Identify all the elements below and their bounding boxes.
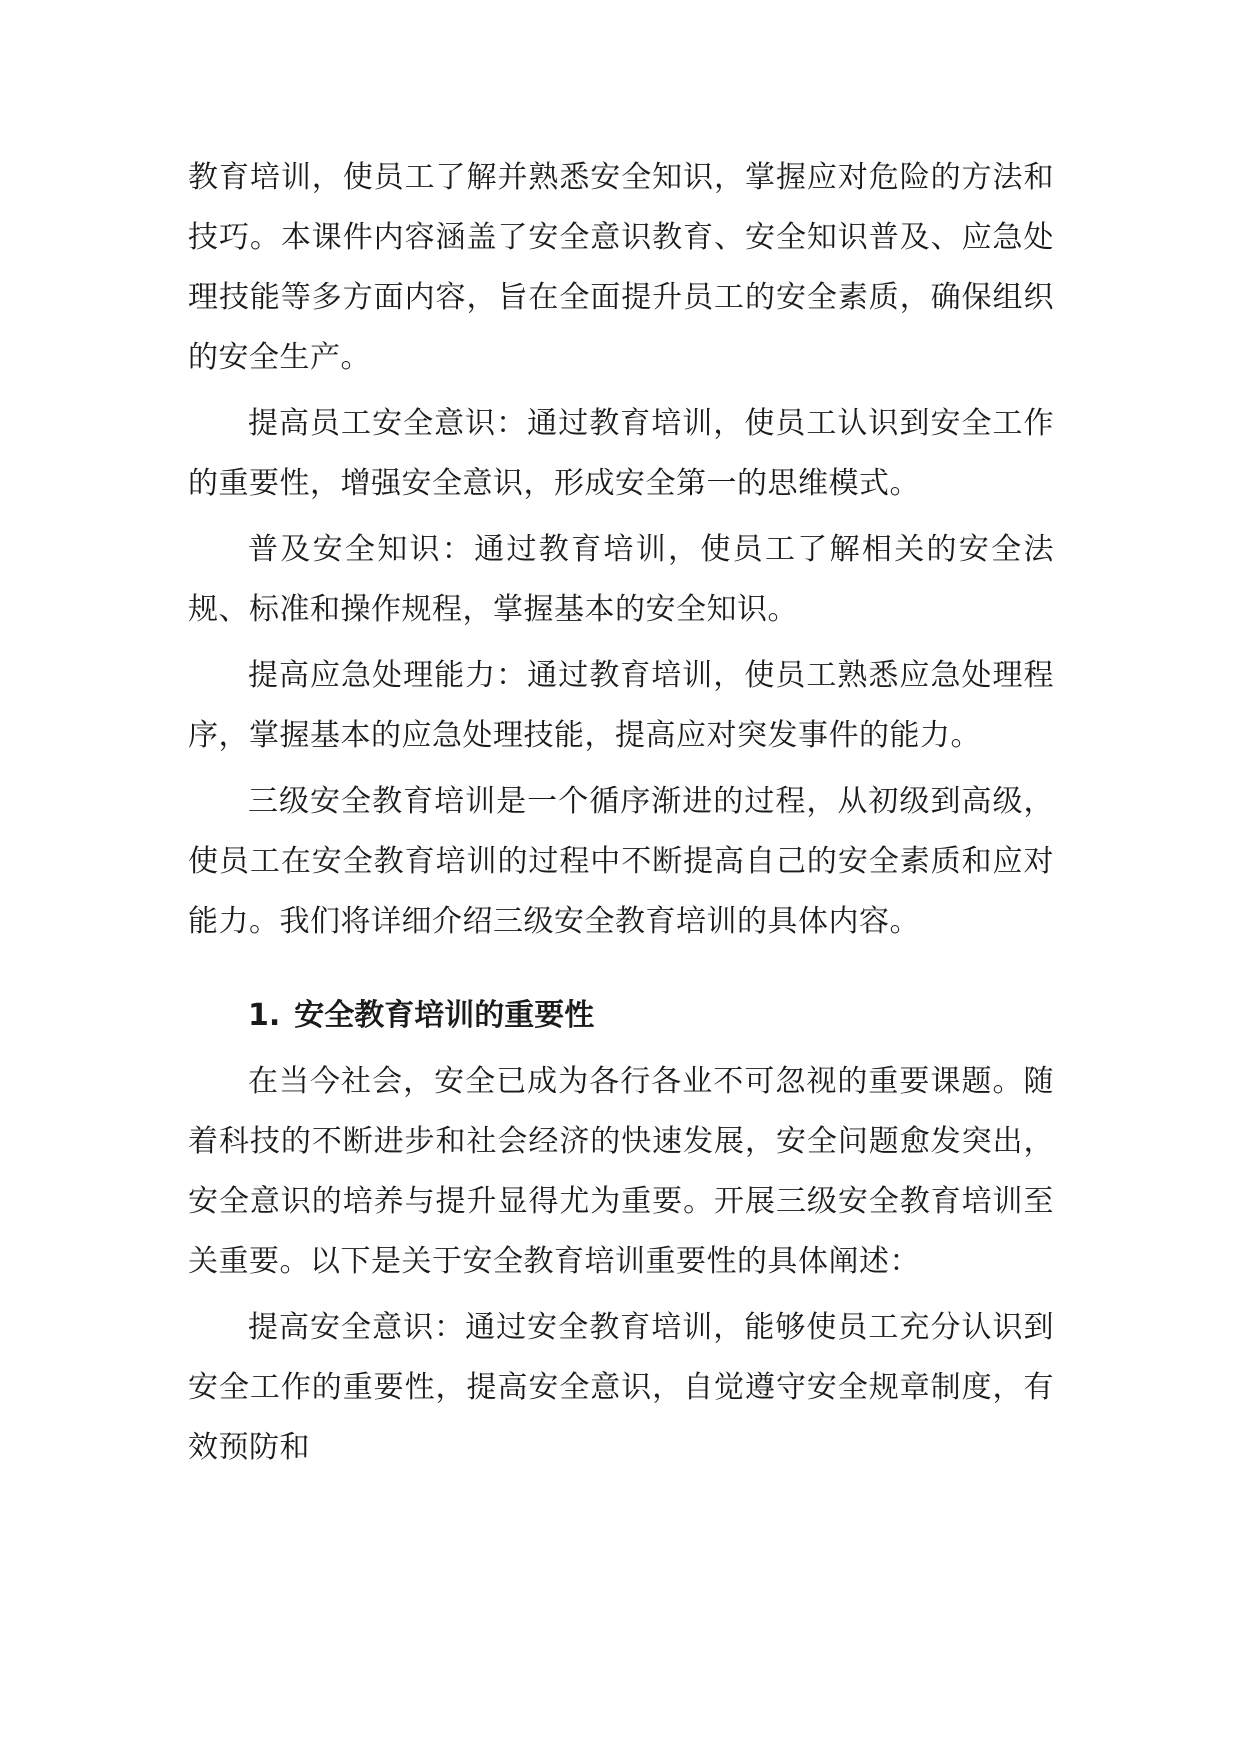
paragraph-three-level-overview: 三级安全教育培训是一个循序渐进的过程，从初级到高级，使员工在安全教育培训的过程中不断提高自己的安全素质和应对能力。我们将详细介绍三级安全教育培训的具体内容。 [188,784,1054,939]
section-number: 1. [248,998,281,1033]
paragraph-emergency-goal: 提高应急处理能力：通过教育培训，使员工熟悉应急处理程序，掌握基本的应急处理技能，提高应对突发事件的能力。 [188,658,1054,753]
paragraph-awareness-goal: 提高员工安全意识：通过教育培训，使员工认识到安全工作的重要性，增强安全意识，形成安全第一的思维模式。 [188,406,1054,501]
paragraph-knowledge-goal: 普及安全知识：通过教育培训，使员工了解相关的安全法规、标准和操作规程，掌握基本的安全知识。 [188,532,1054,627]
paragraph-intro-continuation: 教育培训，使员工了解并熟悉安全知识，掌握应对危险的方法和技巧。本课件内容涵盖了安全意识教育、安全知识普及、应急处理技能等多方面内容，旨在全面提升员工的安全素质，确保组织的安全生产。 [188,160,1054,375]
paragraph-importance-intro: 在当今社会，安全已成为各行各业不可忽视的重要课题。随着科技的不断进步和社会经济的快速发展，安全问题愈发突出，安全意识的培养与提升显得尤为重要。开展三级安全教育培训至关重要。以下是关于安全教育培训重要性的具体阐述： [188,1064,1054,1279]
section-heading [188,986,1054,1046]
document-body [188,148,1054,1484]
section-title: 安全教育培训的重要性 [294,998,595,1033]
paragraph-improve-awareness: 提高安全意识：通过安全教育培训，能够使员工充分认识到安全工作的重要性，提高安全意识，自觉遵守安全规章制度，有效预防和 [188,1310,1054,1465]
